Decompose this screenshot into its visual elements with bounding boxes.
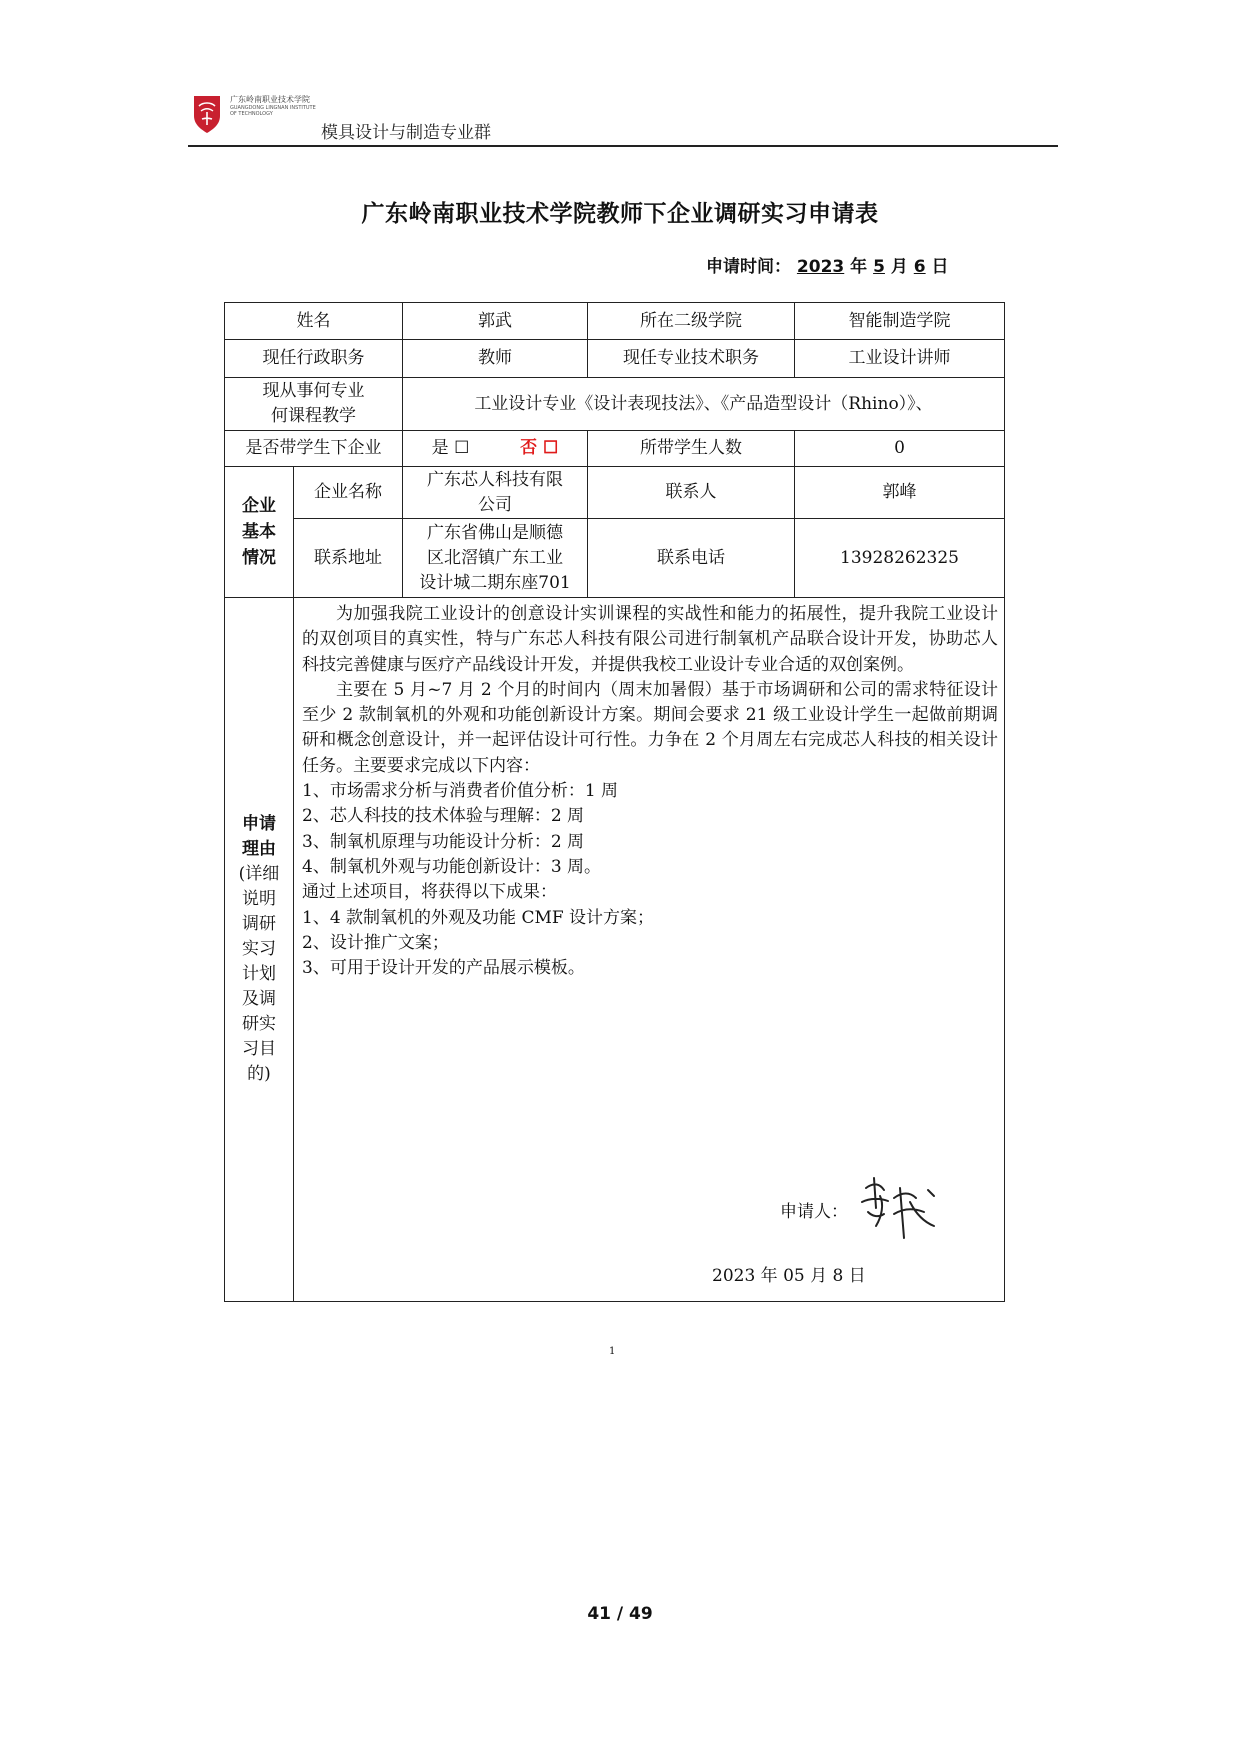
logo-chinese-name: 广东岭南职业技术学院: [230, 95, 310, 104]
table-row: [225, 378, 1005, 431]
phone-label: 联系电话: [588, 519, 795, 598]
table-row: [225, 519, 1005, 598]
apply-year: 2023: [796, 257, 845, 277]
application-date: [706, 252, 949, 277]
company-name-value: [403, 467, 588, 519]
bring-students-label: 是否带学生下企业: [225, 431, 403, 467]
reason-label-detail: 实习: [242, 939, 276, 959]
enterprise-label-line: 情况: [242, 548, 276, 568]
reason-paragraph: 主要在 5 月~7 月 2 个月的时间内（周末加暑假）基于市场调研和公司的需求特征设计至少 2 款制氧机的外观和功能创新设计方案。期间会要求 21 级工业设计学生一起做前期调研和概念创意设计，并一起评估设计可行性。力争在 2 个月周左右完成芯人科技的相关设计任务。主要要求完成以下内容：: [302, 679, 998, 776]
college-logo-icon: [192, 94, 222, 134]
reason-label-detail: 习目: [242, 1039, 276, 1059]
apply-month-unit: 月: [890, 257, 908, 277]
reason-label-bold: 理由: [242, 839, 276, 859]
reason-paragraph: 为加强我院工业设计的创意设计实训课程的实战性和能力的拓展性，提升我院工业设计的双创项目的真实性，特与广东芯人科技有限公司进行制氧机产品联合设计开发，协助芯人科技完善健康与医疗产品线设计开发，并提供我校工业设计专业合适的双创案例。: [302, 604, 998, 675]
apply-month: 5: [873, 257, 885, 277]
student-count-label: 所带学生人数: [588, 431, 795, 467]
college-label: 所在二级学院: [588, 303, 795, 340]
company-name-line: 公司: [478, 494, 512, 515]
reason-item: 2、芯人科技的技术体验与理解：2 周: [302, 806, 585, 827]
reason-label-detail: (详细: [238, 864, 280, 884]
handwritten-signature: [854, 1168, 944, 1248]
page-number: 41 / 49: [587, 1604, 653, 1624]
tech-post-value: 工业设计讲师: [795, 340, 1005, 378]
reason-label-detail: 说明: [242, 889, 276, 909]
form-title: 广东岭南职业技术学院教师下企业调研实习申请表: [361, 201, 879, 227]
reason-item: 1、4 款制氧机的外观及功能 CMF 设计方案；: [302, 907, 655, 928]
apply-year-unit: 年: [850, 257, 868, 277]
reason-item: 3、可用于设计开发的产品展示模板。: [302, 958, 585, 979]
application-form-table: [224, 302, 1005, 1302]
reason-item: 2、设计推广文案；: [302, 932, 449, 953]
reason-label-detail: 计划: [242, 964, 276, 984]
course-value: 工业设计专业《设计表现技法》、《产品造型设计（Rhino）》、: [403, 378, 1005, 431]
company-name-label: 企业名称: [294, 467, 403, 519]
table-row: [225, 431, 1005, 467]
reason-label-detail: 及调: [242, 989, 276, 1009]
course-label-line: 何课程教学: [271, 406, 356, 426]
logo-english-name: GUANGDONG LINGNAN INSTITUTE OF TECHNOLOGY: [230, 105, 316, 117]
college-value: 智能制造学院: [795, 303, 1005, 340]
page-mark: 1: [609, 1346, 616, 1357]
page-header: [188, 90, 1058, 147]
name-label: 姓名: [225, 303, 403, 340]
reason-label-detail: 研实: [242, 1014, 276, 1034]
enterprise-section-label: [225, 467, 294, 598]
phone-value: 13928262325: [795, 519, 1005, 598]
apply-date-label: 申请时间：: [706, 257, 791, 277]
enterprise-label-line: 企业: [242, 496, 276, 516]
enterprise-label-line: 基本: [242, 522, 276, 542]
no-checkbox[interactable]: 否 ☐: [520, 438, 559, 458]
address-line: 广东省佛山是顺德: [427, 522, 563, 543]
address-value: [403, 519, 588, 598]
admin-post-value: 教师: [403, 340, 588, 378]
reason-content: [294, 598, 1005, 1302]
reason-item: 通过上述项目，将获得以下成果：: [302, 882, 557, 903]
applicant-label: 申请人：: [780, 1202, 848, 1222]
reason-item: 1、市场需求分析与消费者价值分析：1 周: [302, 781, 619, 802]
table-row: [225, 598, 1005, 1302]
contact-label: 联系人: [588, 467, 795, 519]
sign-date: 2023 年 05 月 8 日: [712, 1266, 866, 1286]
table-row: [225, 340, 1005, 378]
address-label: 联系地址: [294, 519, 403, 598]
reason-item: 3、制氧机原理与功能设计分析：2 周: [302, 831, 585, 852]
course-label-line: 现从事何专业: [262, 381, 365, 401]
reason-item: 4、制氧机外观与功能创新设计：3 周。: [302, 856, 602, 877]
table-row: [225, 467, 1005, 519]
tech-post-label: 现任专业技术职务: [588, 340, 795, 378]
admin-post-label: 现任行政职务: [225, 340, 403, 378]
student-count-value: 0: [795, 431, 1005, 467]
name-value: 郭武: [403, 303, 588, 340]
bring-students-options: [403, 431, 588, 467]
course-label: [225, 378, 403, 431]
apply-day: 6: [913, 257, 926, 277]
address-line: 区北滘镇广东工业: [427, 547, 563, 568]
address-line: 设计城二期东座701: [419, 572, 571, 593]
reason-label-detail: 调研: [242, 914, 276, 934]
apply-day-unit: 日: [931, 257, 949, 277]
reason-label: [225, 598, 294, 1302]
contact-value: 郭峰: [795, 467, 1005, 519]
table-row: [225, 303, 1005, 340]
reason-label-bold: 申请: [242, 814, 276, 834]
reason-label-detail: 的): [247, 1064, 271, 1084]
company-name-line: 广东芯人科技有限: [427, 469, 563, 490]
specialty-group-name: 模具设计与制造专业群: [321, 123, 491, 143]
yes-checkbox[interactable]: 是 ☐: [431, 438, 470, 458]
